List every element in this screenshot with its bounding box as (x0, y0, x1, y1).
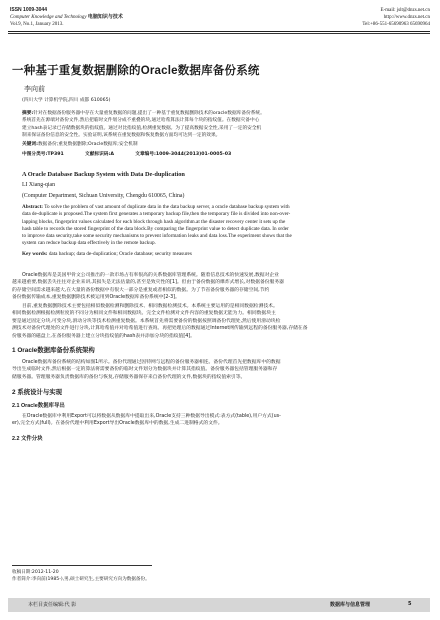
footnote-divider (12, 565, 152, 566)
abstract-line: 针对在数据备份服务器中存在大量重复数据的问题,提出了一种基于重复数据删除技术的oracle数据库备份系统。 (33, 111, 265, 116)
english-keywords-text: data backup; data de-duplication; Oracle database; security measures (48, 251, 192, 257)
doc-code-label: 文献标识码: (85, 152, 111, 157)
header-website: http://www.dnzs.net.cn (383, 15, 430, 20)
abstract-line: 制来保证备份信息的安全性。实验证明,该系统在重复数据和恢复数据方面均可达到一定的效果。 (22, 133, 221, 139)
article-title: 一种基于重复数据删除的Oracle数据库备份系统 (12, 65, 260, 77)
body-line: er),完全方式(full)。在备份代理中利用Export导出Oracle数据库中的数据,生成二进制格式的文件。 (12, 421, 223, 427)
abstract-label: 摘要: (22, 111, 34, 116)
english-abstract-line: To solve the problem of vast amount of duplicate data in the data backup server, a oracle database backup system with (44, 204, 290, 210)
body-line: Oracle数据库是美国甲骨文公司推出的一款市场占有率很高的关系数据库管理系统。随着信息技术的快速发展,数据对企业 (22, 273, 279, 278)
subsection-2-2-heading: 2.2 文件分块 (12, 436, 43, 442)
classification-line (22, 151, 422, 158)
english-abstract-line: system can reduce backup data effectively in the remote backup. (22, 240, 156, 247)
section-1-heading: 1 Oracle数据库备份系统架构 (12, 347, 95, 354)
journal-name-cn: 电脑知识与技术 (87, 14, 123, 20)
issn: ISSN 1009-3044 (10, 7, 47, 13)
article-no-label: 文章编号: (135, 152, 156, 157)
english-title: A Oracle Database Backup System with Data De-duplication (22, 171, 185, 178)
footer-category: 数据库与信息管理 (330, 602, 371, 608)
english-keywords (22, 251, 192, 258)
clc-value: TP391 (47, 152, 64, 157)
article-no-value: 1009-3044(2013)01-0005-03 (155, 152, 232, 157)
doc-code-value: A (110, 152, 114, 157)
body-line: 相同数据检测根据检测粒度的不同分为相同文件和相同数据块。完全文件检测对文件内容的重复数据无能为力。相同数据块主 (12, 311, 276, 317)
english-abstract-line: to improve data security,take some security mechanisms to prevent information leaks and data loss.The experiment shows that the (22, 233, 292, 240)
body-line: 储服务器。管理服务器负责数据库的备份与恢复,存储服务器保存来自备份代理的文件,数据块的指纹值索引等。 (12, 374, 246, 380)
journal-header-left (10, 7, 250, 28)
english-abstract-line: hash table to records the stored fingerprint of the data block.By comparing the fingerprint value to detect duplicate data. In order (22, 225, 289, 232)
keywords-cn (22, 141, 422, 148)
body-line: 越来越重要,数据丢失往往对企业来讲,其损失是无法估量的,甚至是致灾性的[1]。但由于备份数据的爆炸式增长,对数据备份服务器 (12, 280, 284, 286)
abstract-line: 系统首先在源端对备份文件,然后把临时文件划分成不重叠的块,通过哈希算法计算每个块的指纹值。在数据灾备中心 (22, 118, 260, 124)
journal-header-right (270, 7, 430, 28)
header-email: E-mail: jslt@dnzs.net.cn (380, 8, 430, 13)
body-line: 在Oracle数据库中利用Export可以将数据从数据库中提取出来,Oracle支持三种数据导出模式:表方式(table),用户方式(us- (22, 414, 281, 419)
section-2-heading: 2 系统设计与实现 (12, 389, 63, 396)
english-abstract-label: Abstract: (22, 204, 44, 210)
body-line: 目前,重复数据删除技术主要包括相似数据检测和删除技术、相同数据检测技术。本系统主要运用的是相同数据检测技术。 (22, 304, 278, 309)
body-line: Oracle数据库备份系统的结构如图1所示。备份代理通过因特网与远程的备份服务器相连。备份代理首先把数据库中的数据 (22, 360, 281, 365)
header-divider-thin (8, 33, 430, 34)
keywords-text: 数据备份;重复数据删除;Oracle数据库;安全机制 (37, 142, 138, 147)
author-affiliation: (四川大学 计算机学院,四川 成都 610065) (22, 98, 111, 103)
page-number: 5 (408, 601, 412, 607)
header-tel: Tel:+86-551-65690963 65690964 (362, 22, 430, 27)
english-affiliation: (Computer Department, Sichuan University, Chengdu 610065, China) (22, 193, 185, 199)
abstract-cn (22, 110, 422, 140)
footer-editor: 本栏目责任编辑:代 影 (28, 602, 77, 608)
author-name: 李向前 (24, 85, 45, 93)
intro-paragraph-2 (12, 303, 430, 340)
body-line: 导出生成临时文件,然后根据一定的算法将需要备份的临时文件划分为数据块并计算其指纹值。备份服务器包括管理服务器和存 (12, 367, 278, 373)
keywords-label: 关键词: (22, 142, 38, 147)
author-bio: 作者简介:李向前(1985-),男,硕士研究生,主要研究方向为数据备份。 (12, 577, 150, 582)
english-keywords-label: Key words: (22, 251, 48, 257)
body-line: 份服务器的磁盘上,在备份服务器上建立分块指纹值的hash表并添加分块的指纹值[4]。 (12, 333, 195, 339)
body-line: 的存储空间需求越来越大,在大量的备份数据中有很大一部分是重复或者相似的数据。为了节省备份服务器的存储空间,节约 (12, 287, 270, 293)
section-1-paragraph (12, 359, 430, 381)
body-line: 备份数据传输成本,重复数据删除技术被运用到Oracle数据库备份系统中[2-3]。 (12, 295, 180, 301)
english-abstract (22, 204, 427, 248)
received-date: 收稿日期:2012-11-20 (12, 570, 59, 575)
english-author: LI Xiang-qian (22, 182, 55, 188)
english-abstract-line: lapping blocks, fingerprint values calculated for each block through hash algorithm.at the disaster recovery center it sets up the (22, 218, 286, 225)
volume-info: Vol.9, No.1, January 2013. (10, 22, 64, 27)
english-abstract-line: data de-duplicate is proposed.The system first generates a temporary backup file,then the temporary file is divided into non-over- (22, 211, 291, 218)
body-line: 测技术对备份代理处的文件进行分块,计算哈希值并对哈希值进行查询。再把处理后的数据通过Internet网传输到远程的备份服务器,存储在备 (12, 326, 308, 332)
header-divider (8, 31, 430, 32)
clc-label: 中图分类号: (22, 152, 48, 157)
body-line: 要是通过固定分块,可变分块,滑动分块等技术检测重复数据。本系统首先将需要备份的数据按照调备份代理处,然后使用滑动块检 (12, 318, 281, 324)
journal-name-en: Computer Knowledge and Technology (10, 15, 87, 20)
footnotes (12, 569, 412, 583)
subsection-2-1-heading: 2.1 Oracle数据库导出 (12, 403, 65, 409)
subsection-2-1-paragraph (12, 413, 430, 428)
intro-paragraph-1 (12, 272, 430, 302)
abstract-line: 建立hash表记录已存储数据块的指纹值。通过对比指纹值,检测重复数据。为了提高数据安全性,采用了一定的安全机 (22, 125, 262, 131)
